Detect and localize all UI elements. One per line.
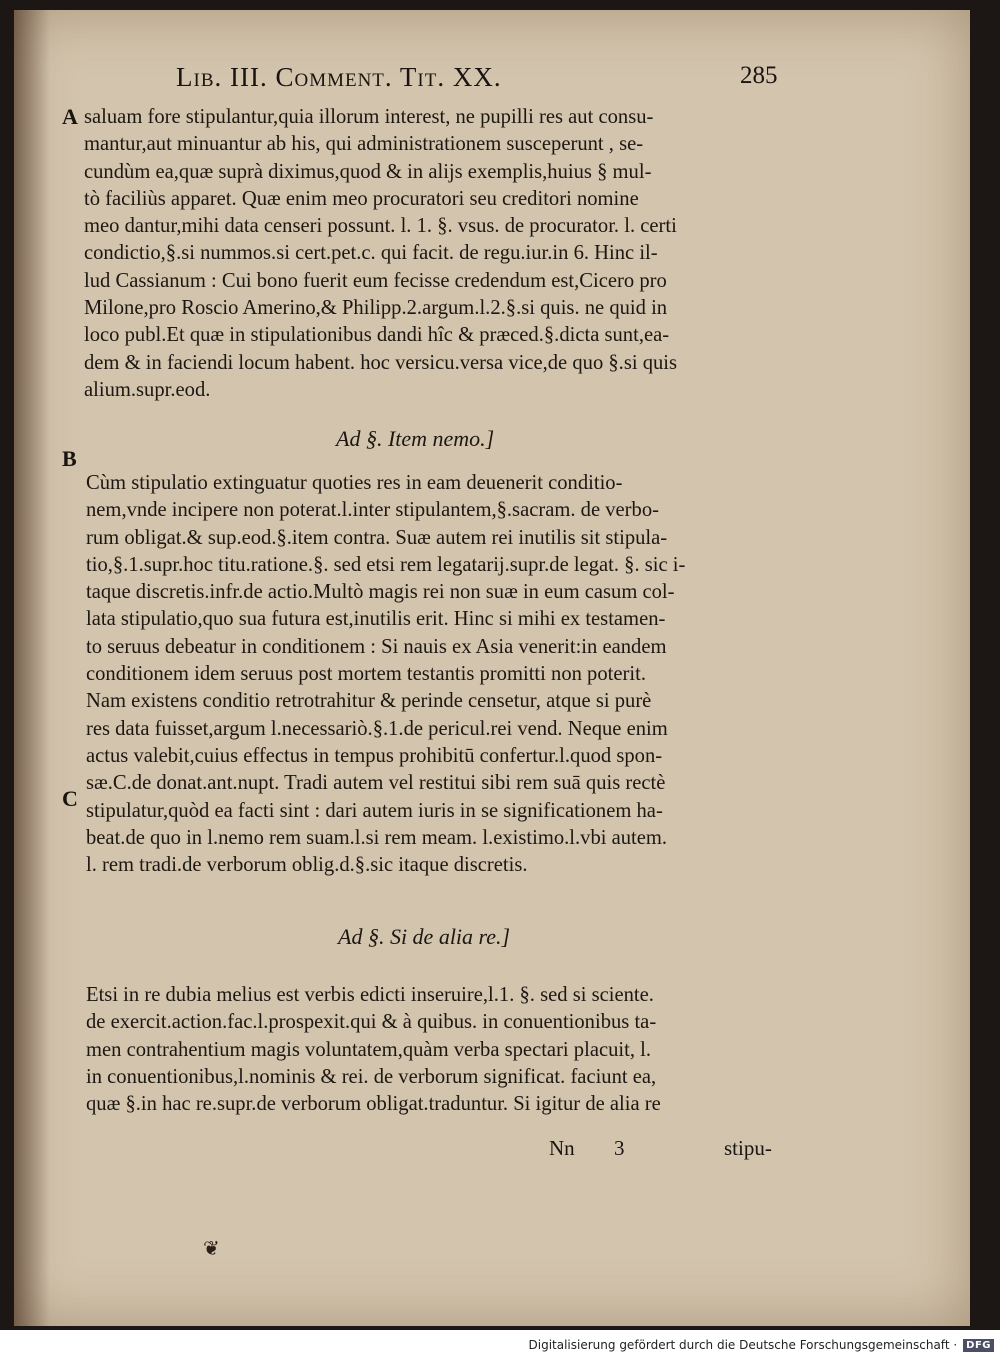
- paragraph-3-line: quæ §.in hac re.supr.de verborum obligat.traduntur. Si igitur de alia re: [86, 1093, 661, 1116]
- catchword: stipu-: [724, 1136, 772, 1160]
- paragraph-1-line: saluam fore stipulantur,quia illorum interest, ne pupilli res aut consu-: [84, 106, 654, 128]
- paragraph-1-line: cundùm ea,quæ suprà diximus,quod & in alijs exemplis,huius § mul-: [84, 160, 652, 183]
- paragraph-2-line: tio,§.1.supr.hoc titu.ratione.§. sed etsi rem legatarij.supr.de legat. §. sic i-: [86, 553, 686, 576]
- paragraph-3-line: in conuentionibus,l.nominis & rei. de verborum significat. faciunt ea,: [86, 1065, 657, 1088]
- section-heading-si-de-alia-re: Ad §. Si de alia re.]: [338, 924, 511, 949]
- paragraph-2-line: sæ.C.de donat.ant.nupt. Tradi autem vel restitui sibi rem suā quis rectè: [86, 772, 666, 795]
- paragraph-2-line: lata stipulatio,quo sua futura est,inutilis erit. Hinc si mihi ex testamen-: [86, 608, 666, 631]
- paragraph-2-line: l. rem tradi.de verborum oblig.d.§.sic itaque discretis.: [86, 854, 528, 877]
- credit-text: Digitalisierung gefördert durch die Deutsche Forschungsgemeinschaft ·: [528, 1338, 958, 1352]
- paragraph-1-line: dem & in faciendi locum habent. hoc versicu.versa vice,de quo §.si quis: [84, 351, 678, 374]
- running-head: Lib. III. Comment. Tit. XX.: [176, 62, 502, 92]
- paragraph-1-line: mantur,aut minuantur ab his, qui administrationem susceperunt , se-: [84, 133, 644, 156]
- margin-letter-c: C: [62, 786, 78, 811]
- ornament-mark: ❦: [203, 1236, 220, 1260]
- paragraph-1-line: meo dantur,mihi data censeri possunt. l. 1. §. vsus. de procurator. l. certi: [84, 215, 677, 238]
- margin-letter-b: B: [62, 446, 77, 471]
- paragraph-2-line: Cùm stipulatio extinguatur quoties res in eam deuenerit conditio-: [86, 472, 623, 494]
- paragraph-2-line: beat.de quo in l.nemo rem suam.l.si rem meam. l.existimo.l.vbi autem.: [86, 826, 668, 849]
- paragraph-1-line: tò faciliùs apparet. Quæ enim meo procuratori seu creditori nomine: [84, 187, 639, 210]
- paragraph-1-line: lud Cassianum : Cui bono fuerit eum fecisse credendum est,Cicero pro: [84, 269, 667, 292]
- paragraph-1-line: Milone,pro Roscio Amerino,& Philipp.2.argum.l.2.§.si quis. ne quid in: [84, 297, 668, 320]
- paragraph-2-line: stipulatur,quòd ea facti sint : dari autem iuris in se significationem ha-: [86, 799, 663, 822]
- dfg-logo: DFG: [963, 1339, 994, 1352]
- paragraph-3-line: men contrahentium magis voluntatem,quàm verba spectari placuit, l.: [86, 1038, 652, 1061]
- page-binding-shadow: [14, 10, 50, 1326]
- paragraph-3-line: de exercit.action.fac.l.prospexit.qui & à quibus. in conuentionibus ta-: [86, 1011, 657, 1034]
- section-heading-item-nemo: Ad §. Item nemo.]: [336, 426, 495, 451]
- paragraph-1: [84, 104, 790, 404]
- paragraph-2-line: actus valebit,cuius effectus in tempus prohibitū confertur.l.quod spon-: [86, 744, 663, 767]
- paragraph-2-line: conditionem idem seruus post mortem testantis promitti non poterit.: [86, 663, 646, 686]
- paragraph-1-line: condictio,§.si nummos.si cert.pet.c. qui facit. de regu.iur.in 6. Hinc il-: [84, 242, 658, 265]
- paragraph-2-line: taque discretis.infr.de actio.Multò magis rei non suæ in eum casum col-: [86, 581, 675, 604]
- paragraph-3: [86, 982, 792, 1118]
- signature-mark: Nn: [549, 1136, 575, 1160]
- signature-number: 3: [614, 1136, 625, 1160]
- paragraph-1-line: alium.supr.eod.: [84, 378, 211, 401]
- digitization-credit: [529, 1338, 994, 1352]
- margin-letter-a: A: [62, 104, 78, 129]
- paragraph-2: [86, 470, 792, 879]
- paragraph-2-line: to seruus debeatur in conditionem : Si nauis ex Asia venerit:in eandem: [86, 635, 667, 658]
- paragraph-2-line: rum obligat.& sup.eod.§.item contra. Suæ autem rei inutilis sit stipula-: [86, 526, 668, 549]
- paragraph-1-line: loco publ.Et quæ in stipulationibus dandi hîc & præced.§.dicta sunt,ea-: [84, 324, 670, 347]
- paragraph-2-line: res data fuisset,argum l.necessariò.§.1.de pericul.rei vend. Neque enim: [86, 717, 668, 740]
- paragraph-3-line: Etsi in re dubia melius est verbis edicti inseruire,l.1. §. sed si sciente.: [86, 984, 654, 1006]
- page-number: 285: [740, 62, 778, 89]
- paragraph-2-line: Nam existens conditio retrotrahitur & perinde censetur, atque si purè: [86, 690, 652, 713]
- paragraph-2-line: nem,vnde incipere non poterat.l.inter stipulantem,§.sacram. de verbo-: [86, 499, 659, 522]
